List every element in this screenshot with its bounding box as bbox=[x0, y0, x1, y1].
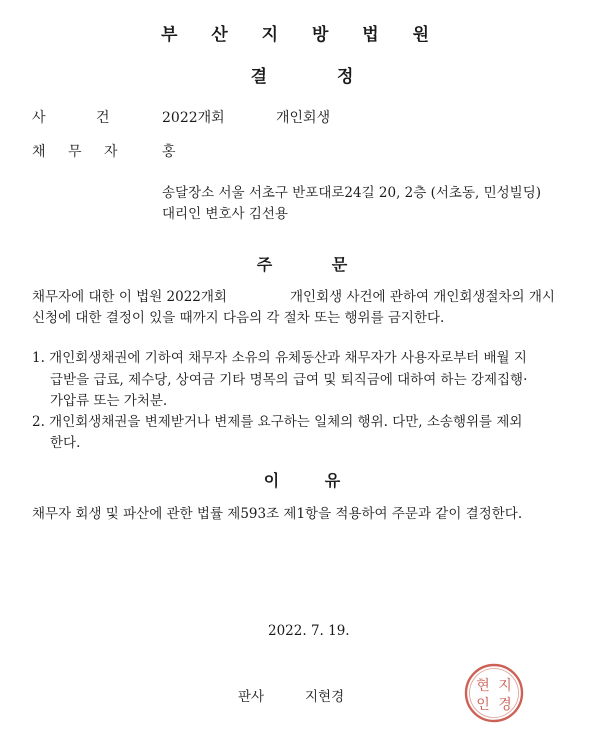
judge-seal bbox=[463, 662, 525, 724]
judge-label: 판사 bbox=[238, 689, 265, 705]
order-item-1-line3: 가압류 또는 가처분. bbox=[50, 393, 168, 409]
legal-agent: 대리인 변호사 김선용 bbox=[162, 206, 288, 222]
case-name: 개인회생 bbox=[276, 110, 331, 126]
judge-name: 지현경 bbox=[305, 689, 345, 705]
delivery-address: 송달장소 서울 서초구 반포대로24길 20, 2층 (서초동, 민성빌딩) bbox=[162, 185, 542, 201]
order-intro-part1: 채무자에 대한 이 법원 2022개회 bbox=[32, 289, 227, 305]
order-item-1-line2: 급받을 급료, 제수당, 상여금 기타 명목의 급여 및 퇴직금에 대하여 하는 강제집행· bbox=[50, 372, 528, 388]
order-item-2-line2: 한다. bbox=[50, 435, 81, 451]
reason-heading: 이 유 bbox=[263, 471, 341, 490]
debtor-name: 홍 bbox=[162, 144, 176, 160]
case-label: 사 건 bbox=[32, 110, 110, 126]
court-name: 부 산 지 방 법 원 bbox=[160, 25, 444, 45]
order-intro-part2: 개인회생 사건에 관하여 개인회생절차의 개시 bbox=[290, 289, 555, 305]
svg-text:지: 지 bbox=[498, 678, 512, 694]
order-item-1-line1: 1. 개인회생채권에 기하여 채무자 소유의 유체동산과 채무자가 사용자로부터 배월 지 bbox=[32, 350, 527, 366]
decision-date: 2022. 7. 19. bbox=[268, 623, 350, 639]
reason-text: 채무자 회생 및 파산에 관한 법률 제593조 제1항을 적용하여 주문과 같이 결정한다. bbox=[32, 506, 523, 522]
order-item-2-line1: 2. 개인회생채권을 변제받거나 변제를 요구하는 일체의 행위. 다만, 소송행위를 제외 bbox=[32, 414, 523, 430]
order-heading: 주 문 bbox=[256, 255, 348, 274]
debtor-label: 채 무 자 bbox=[32, 144, 118, 160]
svg-text:현: 현 bbox=[476, 678, 490, 694]
order-intro-line2: 신청에 대한 결정이 있을 때까지 다음의 각 절차 또는 행위를 금지한다. bbox=[32, 310, 445, 326]
svg-text:경: 경 bbox=[498, 697, 512, 713]
document-type: 결 정 bbox=[250, 67, 354, 87]
svg-text:인: 인 bbox=[476, 697, 490, 713]
case-number: 2022개회 bbox=[162, 110, 225, 126]
